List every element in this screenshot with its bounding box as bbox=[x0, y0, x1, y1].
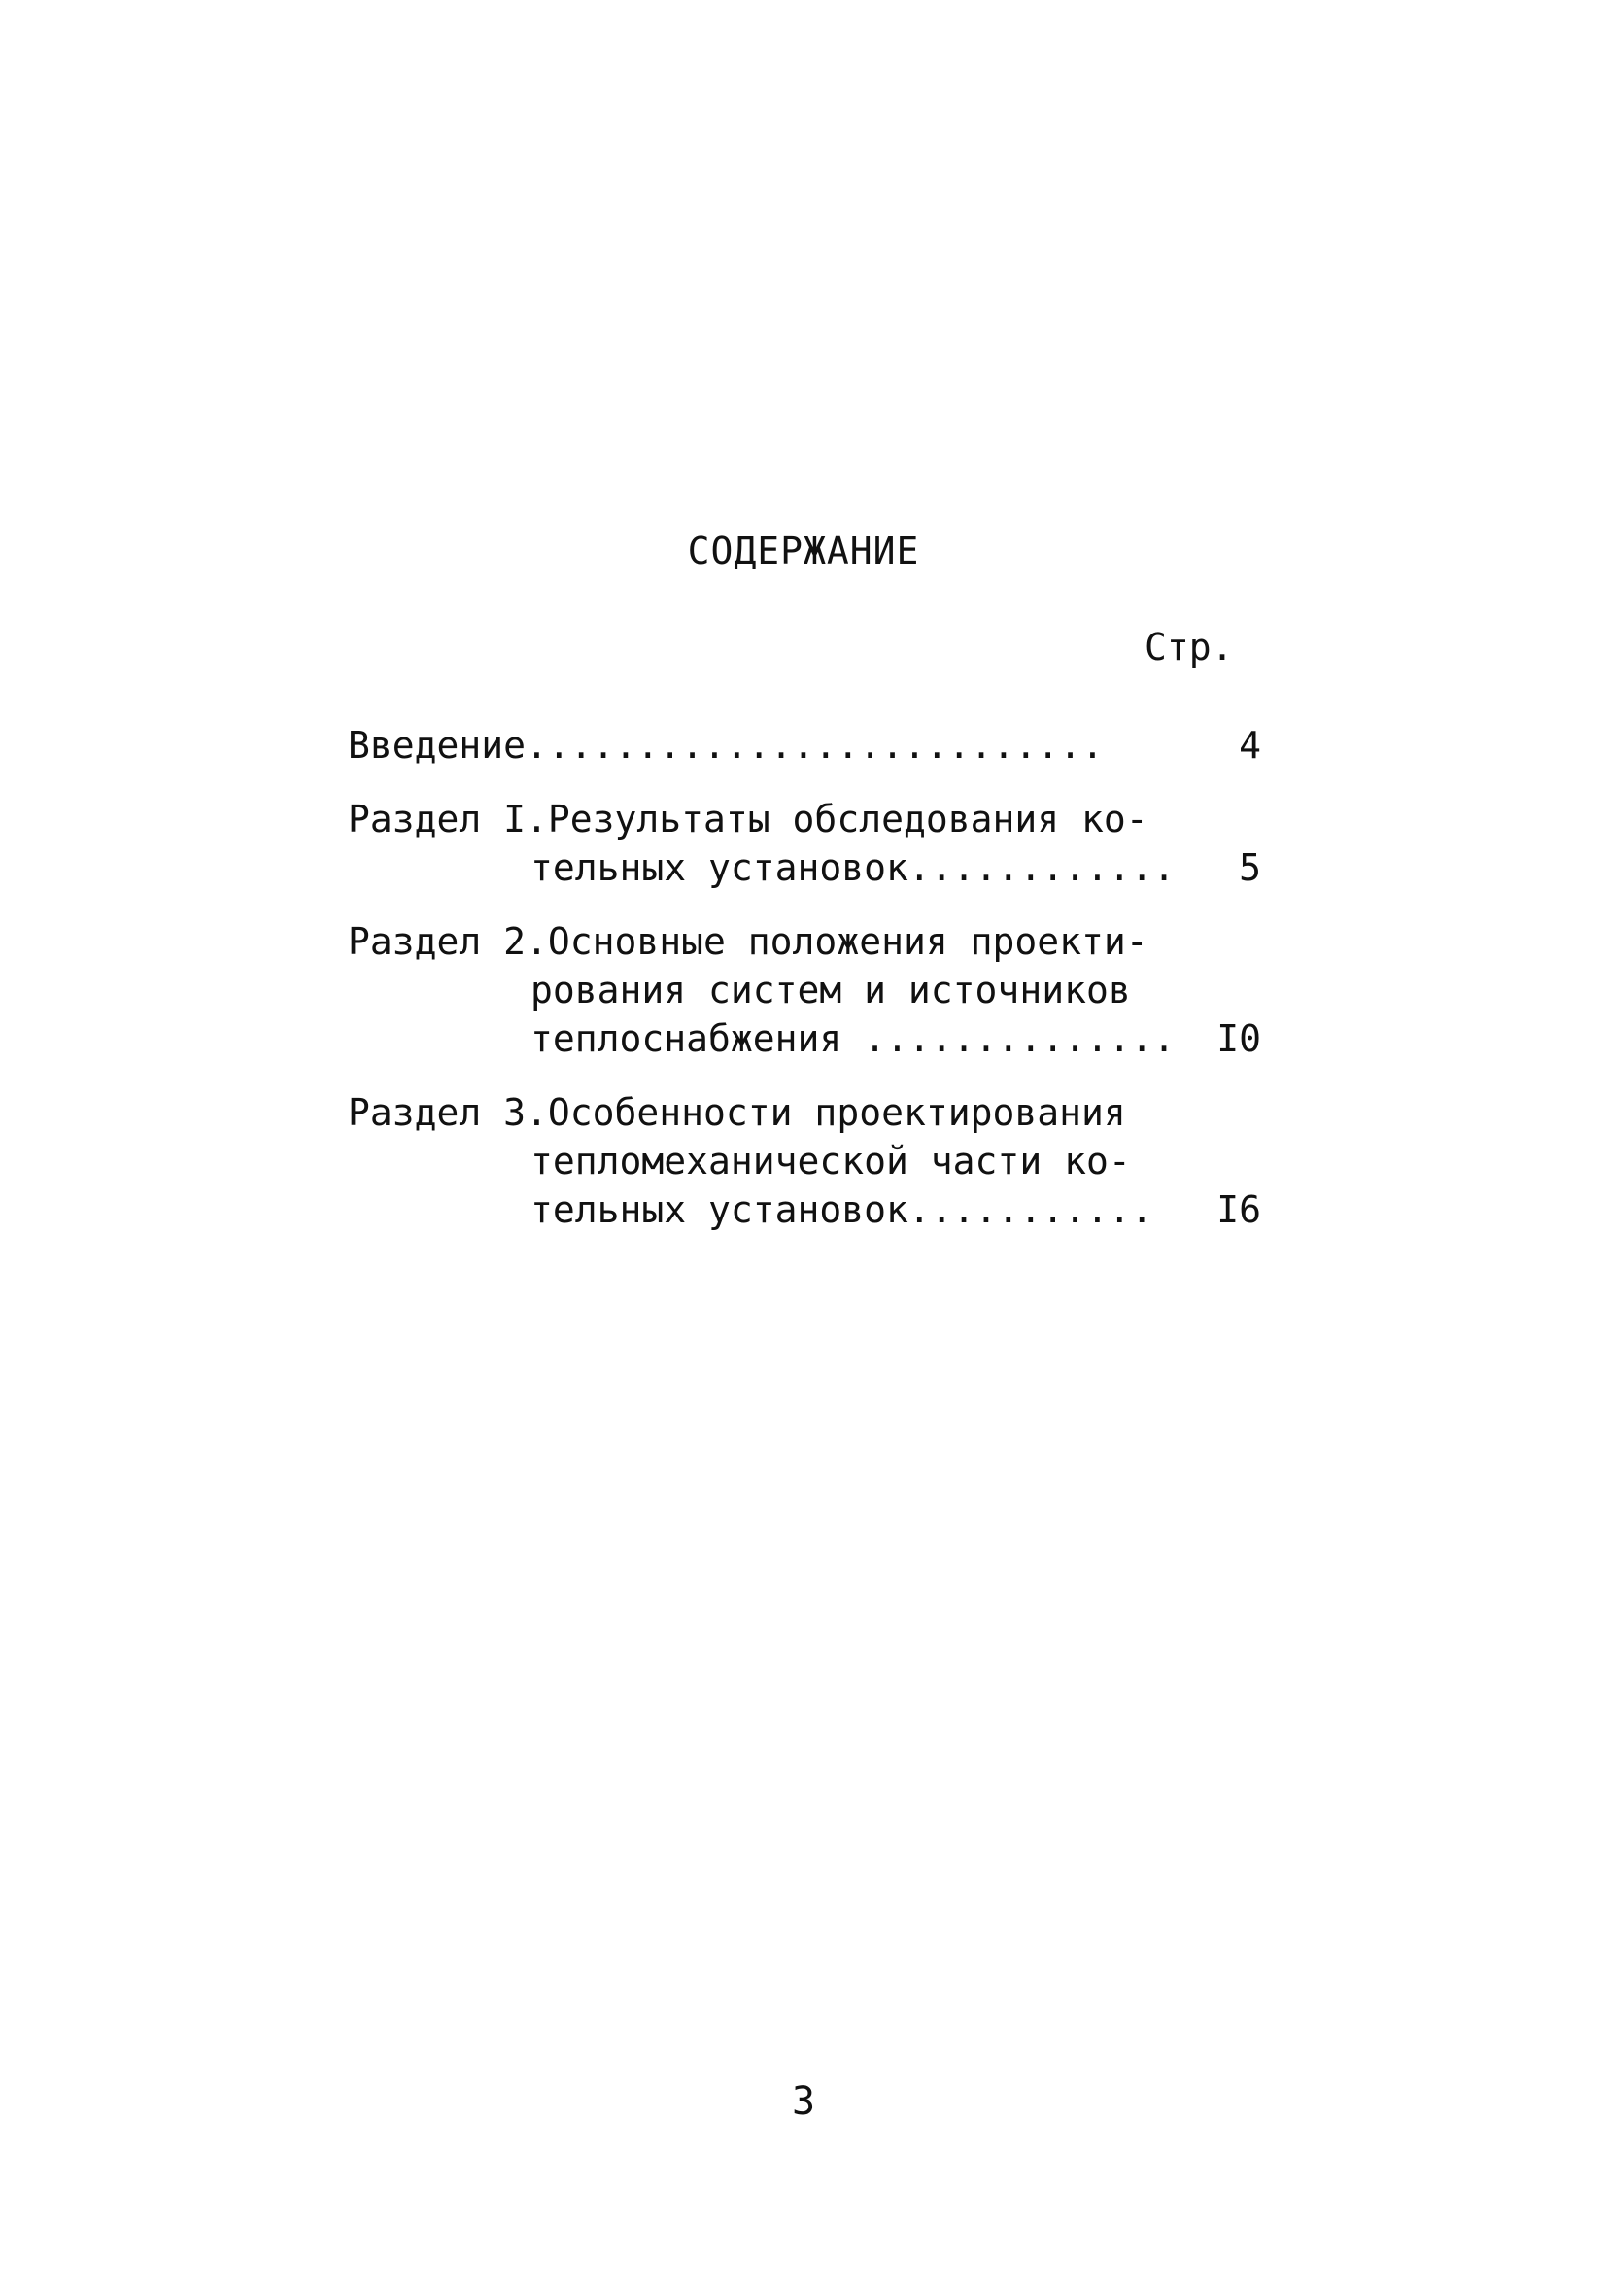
toc-entry-section-1 bbox=[348, 795, 1261, 892]
toc-entry-text: Раздел I.Результаты обследования ко- bbox=[348, 798, 1148, 840]
toc-entry-page: I6 bbox=[1216, 1188, 1261, 1231]
toc-entry-introduction bbox=[348, 721, 1261, 770]
toc-line bbox=[348, 966, 1261, 1014]
toc-line bbox=[348, 1137, 1261, 1185]
toc-line bbox=[348, 721, 1261, 770]
toc-line bbox=[348, 917, 1261, 966]
toc-entry-section-3 bbox=[348, 1088, 1261, 1234]
toc-entry-text: теплоснабжения .............. bbox=[530, 1017, 1176, 1060]
toc-entry-text: Раздел 3.Особенности проектирования bbox=[348, 1091, 1126, 1134]
toc-entry-section-2 bbox=[348, 917, 1261, 1063]
toc-entry-text: рования систем и источников bbox=[530, 969, 1131, 1011]
toc-line bbox=[348, 1014, 1261, 1063]
page-number: 3 bbox=[791, 2079, 816, 2124]
toc-line bbox=[348, 843, 1261, 892]
toc-entry-text: тельных установок........... bbox=[530, 1188, 1153, 1231]
table-of-contents bbox=[348, 721, 1261, 1259]
toc-entry-text: тельных установок............ bbox=[530, 846, 1176, 889]
toc-line bbox=[348, 1185, 1261, 1234]
toc-entry-page: 4 bbox=[1239, 724, 1261, 767]
toc-entry-text: тепломеханической части ко- bbox=[530, 1140, 1131, 1182]
toc-entry-page: I0 bbox=[1216, 1017, 1261, 1060]
toc-entry-text: Введение.......................... bbox=[348, 724, 1104, 767]
page-column-header: Стр. bbox=[1145, 626, 1234, 668]
toc-entry-page: 5 bbox=[1239, 846, 1261, 889]
toc-entry-text: Раздел 2.Основные положения проекти- bbox=[348, 920, 1148, 963]
toc-line bbox=[348, 795, 1261, 843]
toc-line bbox=[348, 1088, 1261, 1137]
page-title: СОДЕРЖАНИЕ bbox=[687, 530, 920, 572]
